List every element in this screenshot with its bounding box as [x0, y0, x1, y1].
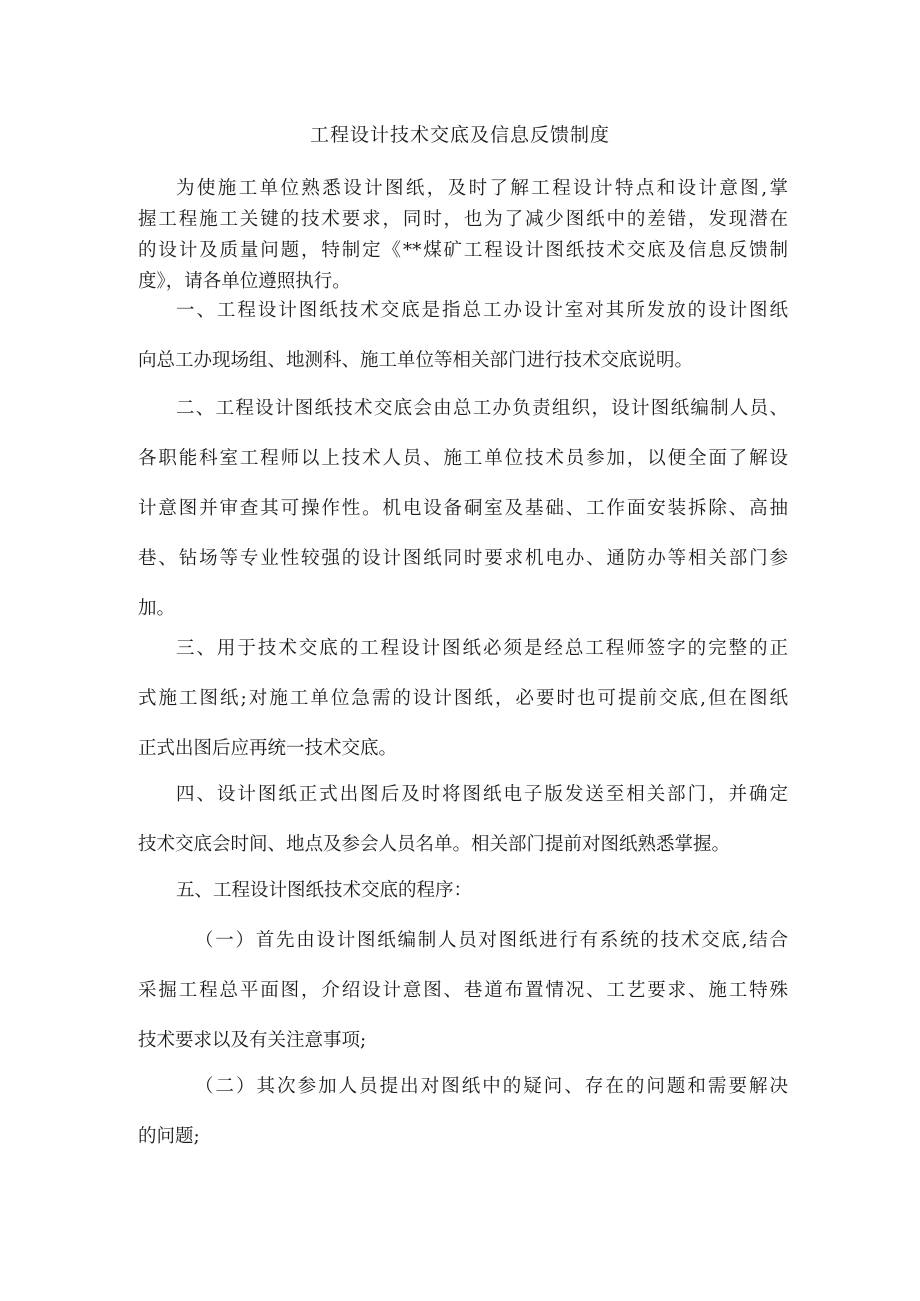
section-2-line: 各职能科室工程师以上技术人员、施工单位技术员参加，以便全面了解设 — [138, 448, 788, 469]
section-3-line: 式施工图纸;对施工单位急需的设计图纸，必要时也可提前交底,但在图纸 — [138, 688, 788, 709]
section-3-line: 三、用于技术交底的工程设计图纸必须是经总工程师签字的完整的正 — [176, 638, 788, 659]
sub-item-2-paragraph — [138, 1062, 788, 1162]
section-1-line: 一、工程设计图纸技术交底是指总工办设计室对其所发放的设计图纸 — [176, 300, 788, 321]
section-1-line: 向总工办现场组、地测科、施工单位等相关部门进行技术交底说明。 — [138, 350, 694, 371]
intro-line: 握工程施工关键的技术要求，同时，也为了减少图纸中的差错，发现潜在 — [138, 209, 788, 230]
section-4-line: 四、设计图纸正式出图后及时将图纸电子版发送至相关部门，并确定 — [176, 784, 788, 805]
section-5-paragraph — [138, 866, 788, 916]
section-2-line: 二、工程设计图纸技术交底会由总工办负责组织，设计图纸编制人员、 — [176, 398, 788, 419]
sub-item-2-line: （二）其次参加人员提出对图纸中的疑问、存在的问题和需要解决 — [195, 1076, 788, 1097]
section-4-paragraph — [138, 770, 788, 870]
sub-item-2-line: 的问题; — [138, 1126, 200, 1147]
intro-paragraph — [138, 173, 788, 297]
intro-line: 的设计及质量问题，特制定《**煤矿工程设计图纸技术交底及信息反馈制 — [138, 240, 788, 261]
intro-line: 度》，请各单位遵照执行。 — [138, 271, 351, 292]
section-3-paragraph — [138, 624, 788, 774]
section-2-line: 加。 — [138, 598, 176, 619]
section-5-line: 五、工程设计图纸技术交底的程序： — [176, 880, 473, 901]
sub-item-1-paragraph — [138, 916, 788, 1066]
sub-item-1-line: 技术要求以及有关注意事项; — [138, 1030, 367, 1051]
section-3-line: 正式出图后应再统一技术交底。 — [138, 738, 398, 759]
sub-item-1-line: （一）首先由设计图纸编制人员对图纸进行有系统的技术交底,结合 — [195, 930, 788, 951]
document-title: 工程设计技术交底及信息反馈制度 — [309, 124, 610, 146]
section-2-paragraph — [138, 384, 788, 634]
section-1-paragraph — [138, 286, 788, 386]
sub-item-1-line: 采掘工程总平面图，介绍设计意图、巷道布置情况、工艺要求、施工特殊 — [138, 980, 788, 1001]
section-2-line: 巷、钻场等专业性较强的设计图纸同时要求机电办、通防办等相关部门参 — [138, 548, 788, 569]
intro-line: 为使施工单位熟悉设计图纸，及时了解工程设计特点和设计意图,掌 — [176, 178, 788, 199]
section-4-line: 技术交底会时间、地点及参会人员名单。相关部门提前对图纸熟悉掌握。 — [138, 834, 731, 855]
section-2-line: 计意图并审查其可操作性。机电设备硐室及基础、工作面安装拆除、高抽 — [138, 498, 788, 519]
